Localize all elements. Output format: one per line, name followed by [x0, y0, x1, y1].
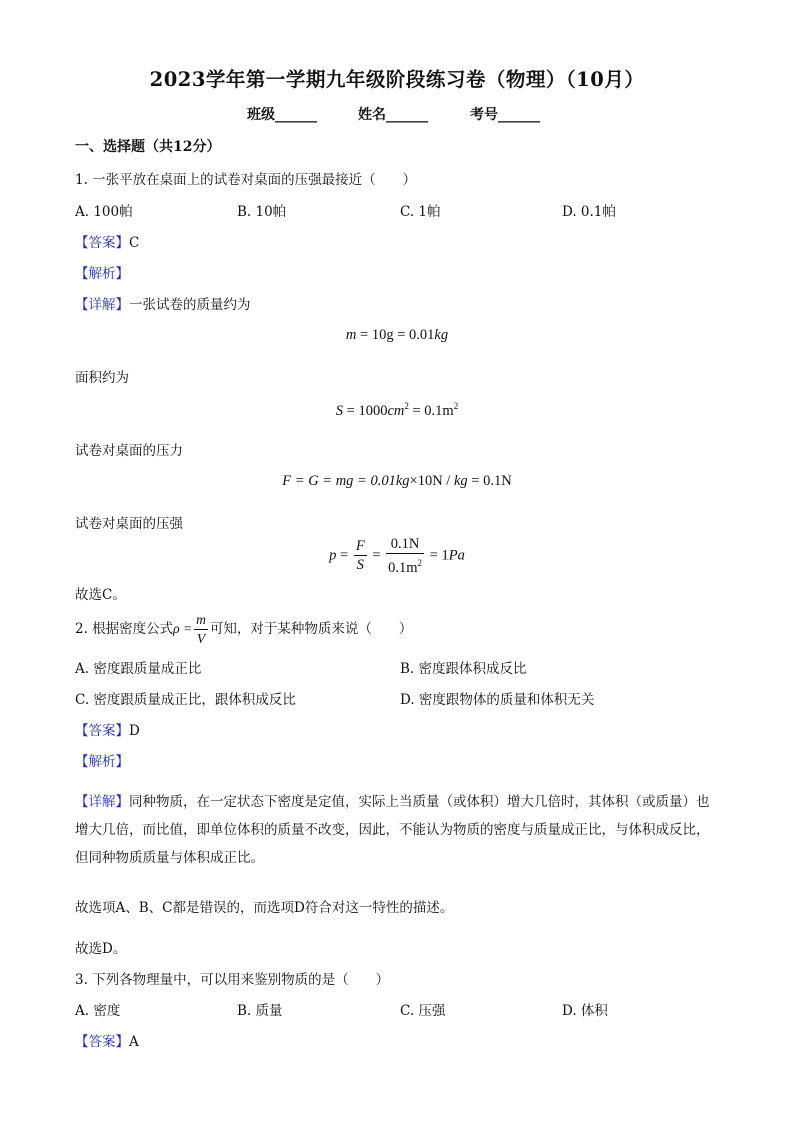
q1-answer: 【答案】C — [75, 235, 140, 251]
q2-answer: 【答案】D — [75, 723, 140, 739]
q1-stem: 1. 一张平放在桌面上的试卷对桌面的压强最接近（ ） — [75, 172, 417, 188]
q3-option-c: C. 压强 — [400, 1003, 446, 1019]
q1-option-a: A. 100帕 — [75, 204, 133, 220]
q1-eq-pressure: p = $\frac{F}{S}$ = $\frac{0.1N}{0.1m^2}$ = 1Pa — [329, 536, 465, 576]
q3-answer: 【答案】A — [75, 1034, 139, 1050]
q1-area-text: 面积约为 — [75, 370, 129, 386]
q3-stem: 3. 下列各物理量中，可以用来鉴别物质的是（ ） — [75, 972, 390, 988]
q1-detail: 【详解】一张试卷的质量约为 — [75, 297, 251, 313]
q1-eq-mass: m = 10g = 0.01kg — [345, 327, 449, 343]
name-field: 姓名______ — [358, 107, 428, 123]
q2-line2: 故选项A、B、C都是错误的，而选项D符合对这一特性的描述。 — [75, 900, 454, 916]
q2-option-c: C. 密度跟质量成正比，跟体积成反比 — [75, 692, 296, 708]
q3-option-b: B. 质量 — [237, 1003, 283, 1019]
q1-eq-force: F = G = mg = 0.01kg×10N / kg = 0.1N — [282, 473, 512, 489]
q1-analysis-tag: 【解析】 — [75, 266, 129, 282]
q2-option-d: D. 密度跟物体的质量和体积无关 — [400, 692, 595, 708]
q2-detail: 【详解】同种物质，在一定状态下密度是定值，实际上当质量（或体积）增大几倍时，其体积（或质量）也增大几倍，而比值，即单位体积的质量不改变，因此，不能认为物质的密度与质量成正比，与体积成反比，但同种物质质量与体积成正比。 — [75, 794, 710, 866]
q1-option-d: D. 0.1帕 — [562, 204, 616, 220]
q3-option-d: D. 体积 — [562, 1003, 608, 1019]
class-field: 班级______ — [247, 107, 317, 123]
page-title: 2023学年第一学期九年级阶段练习卷（物理）（10月） — [149, 68, 645, 91]
q2-option-b: B. 密度跟体积成反比 — [400, 661, 527, 677]
section-heading: 一、选择题（共12分） — [75, 139, 221, 155]
q2-option-a: A. 密度跟质量成正比 — [75, 661, 202, 677]
q1-option-c: C. 1帕 — [400, 204, 441, 220]
q1-option-b: B. 10帕 — [237, 204, 287, 220]
number-field: 考号______ — [470, 107, 540, 123]
q2-stem: 2. 根据密度公式ρ = $\frac{m}{V}$ 可知，对于某种物质来说（ ） — [75, 612, 413, 646]
q2-analysis-tag: 【解析】 — [75, 754, 129, 770]
q2-conclusion: 故选D。 — [75, 941, 127, 957]
q1-conclusion: 故选C。 — [75, 587, 126, 603]
q1-pressure-text: 试卷对桌面的压强 — [75, 516, 183, 532]
q1-force-text: 试卷对桌面的压力 — [75, 443, 183, 459]
q1-eq-area: $S = 1000cm^2 = 0.1m^2$ — [335, 401, 459, 419]
q3-option-a: A. 密度 — [75, 1003, 121, 1019]
